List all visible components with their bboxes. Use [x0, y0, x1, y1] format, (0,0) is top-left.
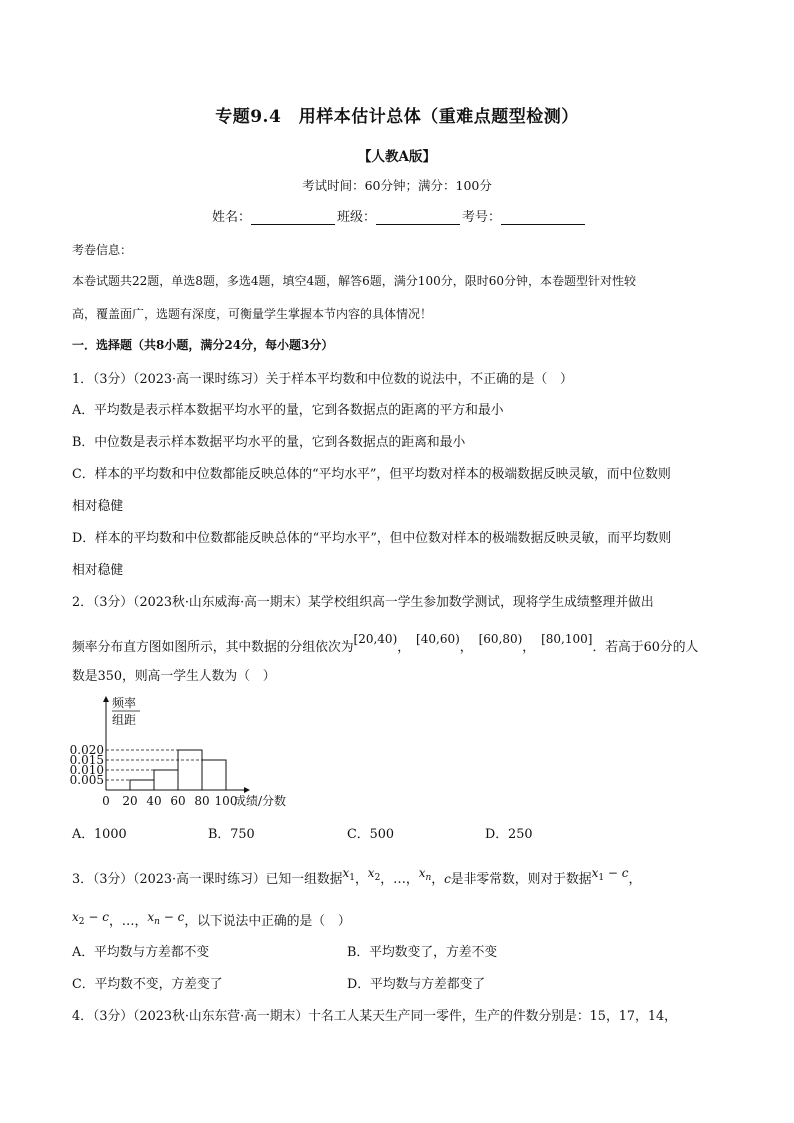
q4-stem-line1: 4．（3分）（2023秋·山东东营·高一期末）十名工人某天生产同一零件，生产的件数分别是：15，17，14， — [72, 1009, 677, 1024]
x-axis-arrow — [244, 787, 250, 793]
section-heading: 一．选择题（共8小题，满分24分，每小题3分） — [72, 338, 334, 352]
y-label-top: 频率 — [112, 696, 137, 710]
q2-sep: ， — [522, 640, 536, 655]
minus: − — [604, 866, 622, 880]
number-label: 考号： — [462, 210, 502, 225]
var-x: x — [367, 866, 375, 880]
x-tick-label: 20 — [122, 794, 138, 808]
q1-option-c-line2: 相对稳健 — [72, 499, 124, 514]
page-title: 专题9.4 用样本估计总体（重难点题型检测） — [215, 107, 579, 127]
q3-option-a: A．平均数与方差都不变 — [72, 945, 210, 960]
name-label: 姓名： — [212, 210, 252, 225]
q2-option-a: A．1000 — [72, 827, 127, 842]
q3-xn-minus-c — [147, 910, 185, 927]
q3-stem-line1 — [72, 868, 641, 889]
q2-line2-post: ．若高于60分的人 — [592, 640, 699, 655]
histogram-bar — [154, 770, 178, 790]
q2-stem-line2 — [72, 632, 699, 655]
histogram-bar — [202, 760, 226, 790]
x-axis-label: 成绩/分数 — [234, 794, 287, 808]
var-c: c — [102, 910, 109, 924]
q3-xn — [418, 866, 432, 883]
q3-x2-minus-c — [72, 910, 109, 927]
q2-option-c: C．500 — [347, 827, 395, 842]
q2-sep: ， — [459, 640, 473, 655]
q1-option-c-line1: C．样本的平均数和中位数都能反映总体的“平均水平”，但平均数对样本的极端数据反映灵敏，而中位数则 — [72, 467, 671, 482]
comma: ， — [405, 872, 419, 887]
student-info-fields — [212, 206, 587, 225]
class-field[interactable] — [376, 210, 460, 225]
comma: ， — [628, 872, 642, 887]
q3-pre: 3．（3分）（2023·高一课时练习）已知一组数据 — [72, 872, 343, 887]
q1-stem: 1．（3分）（2023·高一课时练习）关于样本平均数和中位数的说法中，不正确的是（ ） — [72, 372, 573, 387]
q3-option-c: C．平均数不变，方差变了 — [72, 977, 223, 992]
var-x: x — [418, 866, 426, 880]
info-line-2: 高，覆盖面广，选题有深度，可衡量学生掌握本节内容的具体情况！ — [72, 307, 433, 321]
x-tick-label: 60 — [170, 794, 186, 808]
q3-x1 — [342, 866, 355, 883]
q1-option-b: B．中位数是表示样本数据平均水平的量，它到各数据点的距离和最小 — [72, 435, 466, 450]
subscript: 1 — [349, 873, 355, 883]
var-c: c — [621, 866, 629, 880]
q2-sep: ， — [397, 640, 411, 655]
minus: − — [159, 910, 178, 924]
q2-group-3: [60,80) — [478, 632, 523, 646]
x-tick-label: 80 — [194, 794, 210, 808]
q1-option-d-line2: 相对稳健 — [72, 563, 124, 578]
info-line-1: 本卷试题共22题，单选8题，多选4题，填空4题，解答6题，满分100分，限时60分钟，本卷题型针对性较 — [72, 274, 636, 288]
q3-option-d: D．平均数与方差都变了 — [347, 977, 486, 992]
q2-group-1: [20,40) — [353, 632, 398, 646]
q2-group-2: [40,60) — [416, 632, 460, 646]
q3-x2 — [367, 866, 381, 883]
q2-option-b: B．750 — [208, 827, 255, 842]
x-tick-label: 40 — [146, 794, 162, 808]
q1-option-d-line1: D．样本的平均数和中位数都能反映总体的“平均水平”，但中位数对样本的极端数据反映灵敏，而平均数则 — [72, 531, 672, 546]
q3-stem-line2 — [72, 910, 351, 931]
q3-x1-minus-c — [591, 866, 629, 883]
frequency-histogram — [60, 694, 287, 818]
name-field[interactable] — [251, 210, 335, 225]
y-tick-label: 0.010 — [69, 763, 104, 777]
subscript: 1 — [598, 873, 605, 883]
class-label: 班级： — [337, 210, 377, 225]
ellipsis: … — [393, 872, 406, 887]
comma: ， — [354, 872, 368, 887]
chart-plot-area — [70, 696, 286, 808]
minus: − — [84, 910, 103, 924]
y-axis-arrow — [103, 696, 109, 702]
q3-option-b: B．平均数变了，方差不变 — [347, 945, 498, 960]
comma: ， — [431, 872, 445, 887]
q2-option-d: D．250 — [485, 827, 533, 842]
y-tick-label: 0.005 — [69, 773, 104, 787]
var-x: x — [342, 866, 350, 880]
comma: ， — [380, 872, 394, 887]
number-field[interactable] — [501, 210, 585, 225]
q2-group-4: [80,100] — [541, 632, 593, 646]
var-c: c — [177, 910, 185, 924]
q3-mid: 是非零常数，则对于数据 — [450, 872, 592, 887]
comma: ， — [134, 914, 148, 929]
y-tick-label: 0.020 — [69, 743, 104, 757]
exam-time: 考试时间：60分钟；满分：100分 — [302, 178, 492, 193]
q2-line2-pre: 频率分布直方图如图所示，其中数据的分组依次为 — [72, 640, 354, 655]
var-x: x — [72, 910, 79, 924]
subscript: 2 — [78, 917, 85, 927]
y-tick-label: 0.015 — [69, 753, 104, 767]
q2-stem-line1: 2．（3分）（2023秋·山东威海·高一期末）某学校组织高一学生参加数学测试，现将学生成绩整理并做出 — [72, 595, 654, 610]
subscript: n — [425, 873, 432, 883]
q3-tail: ，以下说法中正确的是（ ） — [184, 914, 351, 929]
info-heading: 考卷信息： — [72, 243, 133, 257]
subscript: n — [154, 917, 160, 927]
var-x: x — [147, 910, 155, 924]
var-c: c — [444, 872, 451, 886]
comma: ， — [108, 914, 122, 929]
ellipsis: … — [121, 914, 135, 929]
q2-stem-line3: 数是350，则高一学生人数为（ ） — [72, 669, 276, 684]
subscript: 2 — [374, 873, 381, 883]
var-x: x — [591, 866, 599, 880]
x-tick-label: 100 — [214, 794, 238, 808]
histogram-bar — [178, 750, 202, 790]
q1-option-a: A．平均数是表示样本数据平均水平的量，它到各数据点的距离的平方和最小 — [72, 403, 504, 418]
y-label-bottom: 组距 — [112, 713, 137, 727]
edition-label: 【人教A版】 — [358, 149, 436, 165]
x-tick-label: 0 — [102, 794, 110, 808]
histogram-bar — [130, 780, 154, 790]
